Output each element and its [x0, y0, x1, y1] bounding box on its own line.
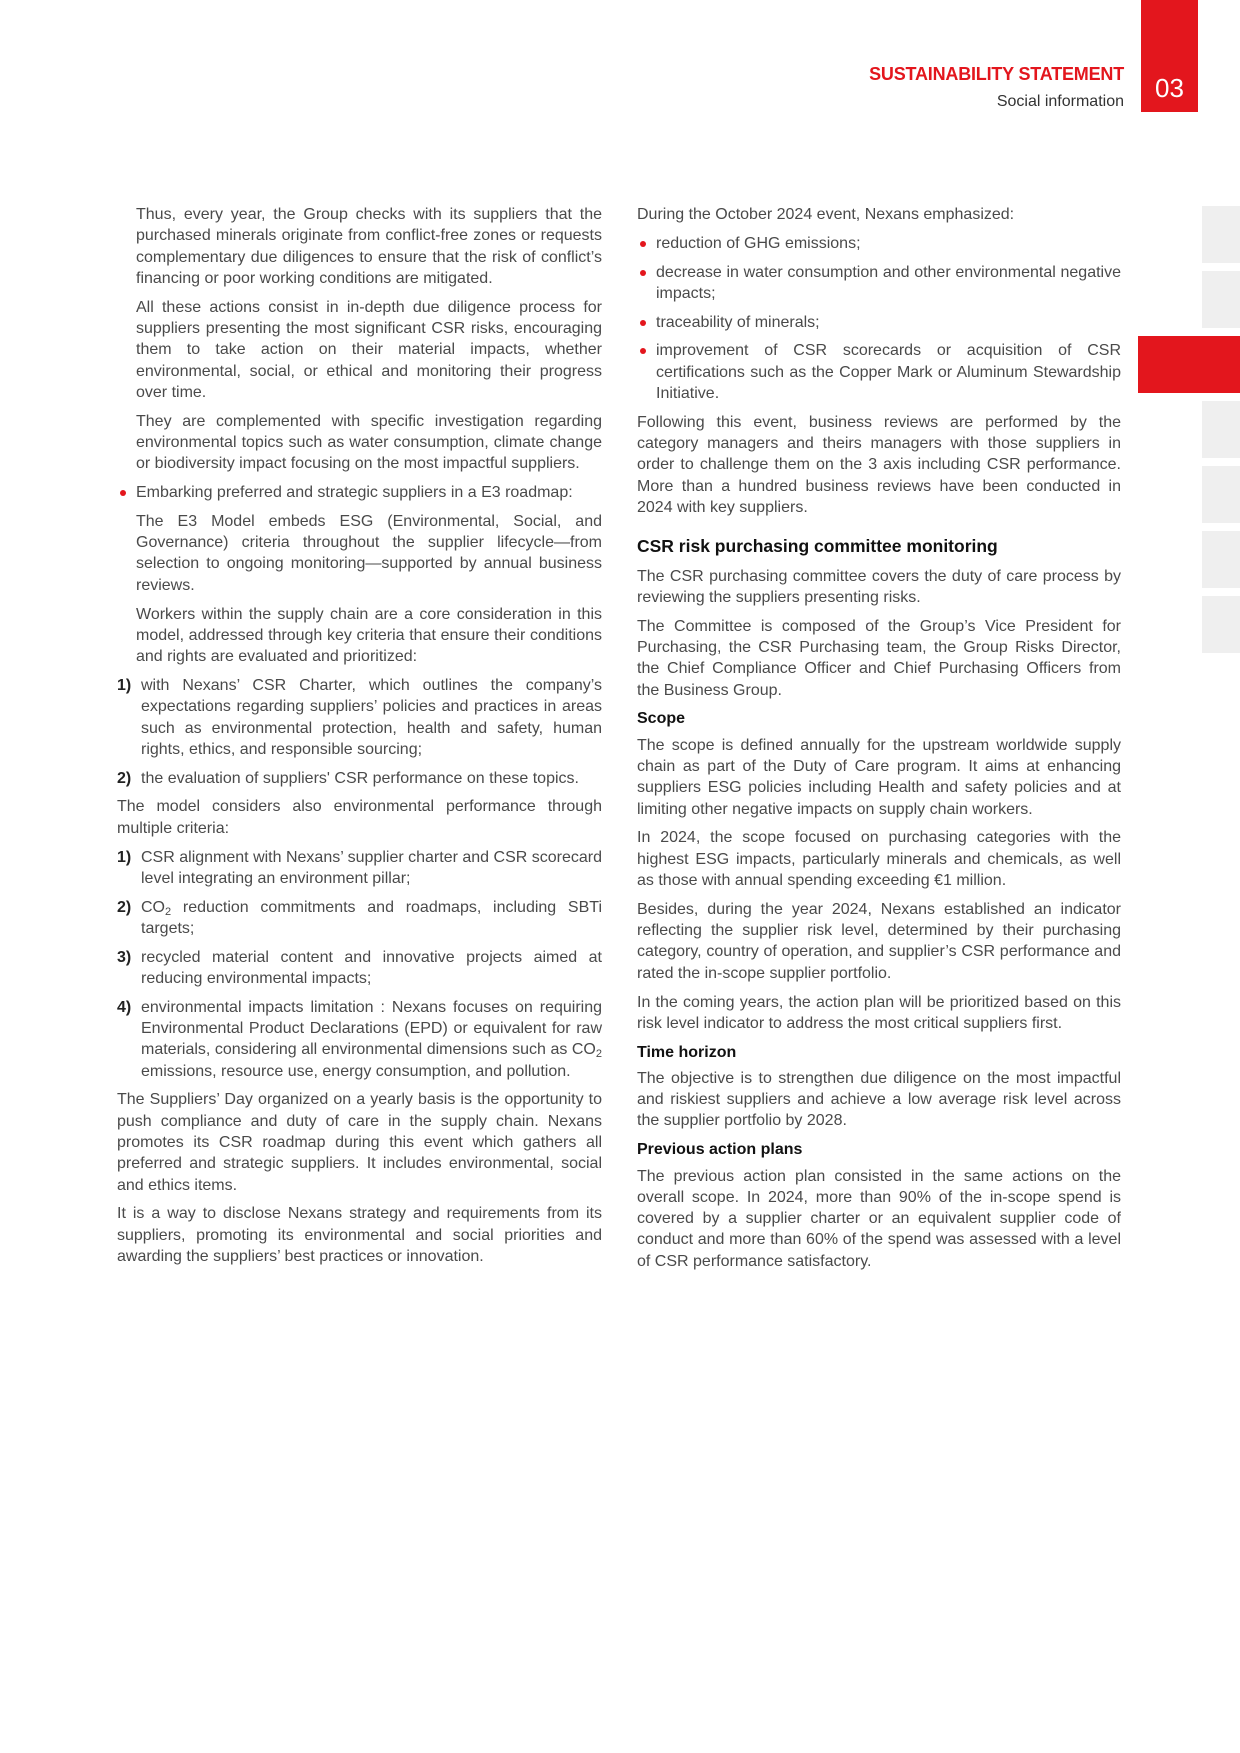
numbered-item [117, 997, 602, 1082]
header-subtitle: Social information [996, 93, 1124, 110]
paragraph: The E3 Model embeds ESG (Environmental, Social, and Governance) criteria throughout the supplier lifecycle—from selection to ongoing monitoring—supported by annual business reviews. [136, 512, 602, 594]
numbered-item [117, 768, 602, 789]
numbered-item [117, 675, 602, 760]
item-text-a: CO [141, 898, 165, 916]
bullet-item: decrease in water consumption and other environmental negative impacts; [637, 262, 1121, 305]
item-text: recycled material content and innovative projects aimed at reducing environmental impacts; [141, 948, 602, 987]
item-number: 2) [117, 769, 132, 787]
paragraph: The model considers also environmental performance through multiple criteria: [117, 798, 602, 837]
chapter-tab[interactable] [1141, 0, 1198, 112]
side-tab-1[interactable] [1202, 206, 1240, 263]
subsection-heading: Time horizon [637, 1043, 737, 1061]
item-text-b: emissions, resource use, energy consumption, and pollution. [141, 1062, 571, 1080]
side-tab-2[interactable] [1202, 271, 1240, 328]
side-tab-7[interactable] [1202, 596, 1240, 653]
bullet-item: reduction of GHG emissions; [637, 233, 1121, 254]
item-number: 3) [117, 948, 132, 966]
subsection-heading: Scope [637, 710, 686, 728]
item-text: the evaluation of suppliers' CSR performance on these topics. [141, 769, 579, 787]
item-text: with Nexans’ CSR Charter, which outlines the company’s expectations regarding suppliers’ policies and practices in areas such as environmental protection, health and safety, human rights, ethics, and responsible sourcing; [141, 676, 602, 758]
item-number: 1) [117, 676, 132, 694]
paragraph: Thus, every year, the Group checks with its suppliers that the purchased minerals originate from conflict-free zones or requests complementary due diligences to ensure that the risk of conflict’s financing or poor working conditions are mitigated. [136, 206, 602, 287]
bullet-item: traceability of minerals; [637, 312, 1121, 333]
item-number: 4) [117, 998, 132, 1016]
section-heading: CSR risk purchasing committee monitoring [637, 536, 998, 557]
paragraph: The Suppliers’ Day organized on a yearly basis is the opportunity to push compliance and duty of care in the supply chain. Nexans promotes its CSR roadmap during this event which gathers all preferred and strategic suppliers. It includes environmental, social and ethics items. [117, 1091, 602, 1194]
paragraph: In 2024, the scope focused on purchasing categories with the highest ESG impacts, particularly minerals and chemicals, as well as those with annual spending exceeding €1 million. [637, 829, 1121, 890]
subscript: 2 [165, 905, 172, 918]
numbered-item [117, 847, 602, 890]
item-text-a: environmental impacts limitation : Nexans focuses on requiring Environmental Product Declarations (EPD) or equivalent for raw materials, considering all environmental dimensions such as CO [141, 998, 602, 1059]
item-number: 2) [117, 898, 132, 916]
numbered-item [117, 947, 602, 990]
paragraph: The CSR purchasing committee covers the duty of care process by reviewing the suppliers presenting risks. [637, 567, 1121, 606]
paragraph: The previous action plan consisted in the same actions on the overall scope. In 2024, more than 90% of the in-scope spend is covered by a supplier charter or an equivalent supplier code of conduct and more than 60% of the spend was assessed with a level of CSR performance satisfactory. [637, 1167, 1121, 1270]
paragraph: Besides, during the year 2024, Nexans established an indicator reflecting the supplier risk level, determined by their purchasing category, country of operation, and supplier’s CSR performance and rated the in-scope supplier portfolio. [637, 900, 1121, 982]
paragraph: In the coming years, the action plan will be prioritized based on this risk level indicator to address the most critical suppliers first. [637, 993, 1121, 1032]
paragraph: They are complemented with specific investigation regarding environmental topics such as water consumption, climate change or biodiversity impact focusing on the most impactful suppliers. [136, 412, 602, 473]
paragraph: All these actions consist in in-depth due diligence process for suppliers presenting the most significant CSR risks, encouraging them to take action on their material impacts, whether environmental, social, or ethical and monitoring their progress over time. [136, 298, 602, 401]
paragraph: The objective is to strengthen due diligence on the most impactful and riskiest suppliers and achieve a low average risk level across the supplier portfolio by 2028. [637, 1069, 1121, 1130]
side-navigation [1202, 206, 1240, 661]
left-column [117, 204, 602, 1275]
paragraph: Following this event, business reviews are performed by the category managers and theirs managers with those suppliers in order to challenge them on the 3 axis including CSR performance. More than a hundred business reviews have been conducted in 2024 with key suppliers. [637, 413, 1121, 517]
side-tab-3-active[interactable] [1138, 336, 1240, 393]
item-text-b: reduction commitments and roadmaps, including SBTi targets; [141, 898, 602, 937]
bullet-item: improvement of CSR scorecards or acquisition of CSR certifications such as the Copper Mark or Aluminum Stewardship Initiative. [637, 340, 1121, 404]
paragraph: It is a way to disclose Nexans strategy and requirements from its suppliers, promoting its environmental and social priorities and awarding the suppliers’ best practices or innovation. [117, 1205, 602, 1266]
subsection-heading: Previous action plans [637, 1141, 803, 1159]
numbered-item [117, 897, 602, 940]
paragraph: The Committee is composed of the Group’s Vice President for Purchasing, the CSR Purchasing team, the Group Risks Director, the Chief Compliance Officer and Chief Purchasing Officers from the Business Group. [637, 617, 1121, 699]
paragraph: During the October 2024 event, Nexans emphasized: [637, 206, 1015, 223]
item-number: 1) [117, 848, 132, 866]
item-text: CSR alignment with Nexans’ supplier charter and CSR scorecard level integrating an environment pillar; [141, 848, 602, 887]
bullet-item: Embarking preferred and strategic suppliers in a E3 roadmap: [117, 482, 602, 503]
side-tab-6[interactable] [1202, 531, 1240, 588]
chapter-number: 03 [1155, 73, 1184, 103]
paragraph: Workers within the supply chain are a core consideration in this model, addressed through key criteria that ensure their conditions and rights are evaluated and prioritized: [136, 605, 602, 666]
side-tab-5[interactable] [1202, 466, 1240, 523]
header-title: SUSTAINABILITY STATEMENT [869, 64, 1124, 84]
side-tab-4[interactable] [1202, 401, 1240, 458]
paragraph: The scope is defined annually for the upstream worldwide supply chain as part of the Duty of Care program. It aims at enhancing suppliers ESG policies including Health and safety policies and at limiting other negative impacts on supply chain workers. [637, 736, 1121, 818]
right-column [637, 204, 1121, 1280]
subscript: 2 [595, 1048, 602, 1061]
